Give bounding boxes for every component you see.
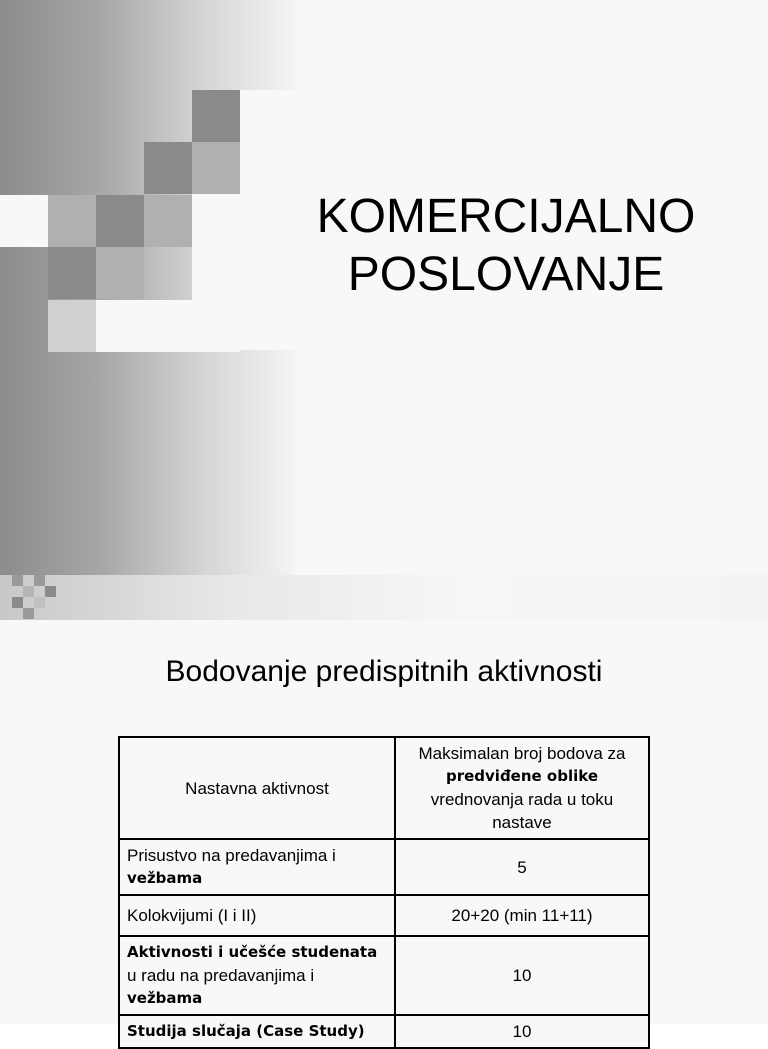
header-activity-label: Nastavna aktivnost <box>185 778 329 798</box>
points-cell: 5 <box>395 839 649 895</box>
activity-cell <box>119 936 395 1015</box>
decor-square <box>48 195 96 247</box>
header-cell-points <box>395 737 649 839</box>
table-row <box>119 1015 649 1048</box>
table-row <box>119 936 649 1015</box>
decor-square <box>48 247 96 299</box>
activity-line-bold: vežbama <box>127 869 203 887</box>
title-line-2: POSLOVANJE <box>347 248 665 301</box>
header-points-line-3: vrednovanja rada u toku nastave <box>430 790 614 832</box>
decor-square <box>192 142 240 194</box>
table-header-row <box>119 737 649 839</box>
activity-line-bold: Studija slučaja (Case Study) <box>127 1022 365 1040</box>
activity-cell <box>119 895 395 936</box>
decor-square <box>144 195 192 247</box>
decor-square <box>45 586 56 597</box>
decor-square <box>144 142 192 194</box>
header-points-line-1: Maksimalan broj bodova za <box>418 744 626 763</box>
content-slide <box>0 620 768 1041</box>
footer-strip <box>0 575 768 620</box>
decor-square <box>96 195 144 247</box>
decor-square <box>48 300 96 352</box>
points-cell: 10 <box>395 936 649 1015</box>
decor-square <box>12 575 23 586</box>
header-points-line-2: predviđene oblike <box>445 767 599 785</box>
decor-square <box>12 597 23 608</box>
decor-square <box>192 90 240 142</box>
band-gap <box>0 195 48 247</box>
points-cell: 20+20 (min 11+11) <box>395 895 649 936</box>
activity-line-bold: vežbama <box>127 989 203 1007</box>
decor-square <box>34 597 45 608</box>
activity-line-bold: Aktivnosti i učešće studenata <box>127 943 378 961</box>
band-gap <box>240 90 295 350</box>
activity-cell <box>119 839 395 895</box>
activity-line: Kolokvijumi (I i II) <box>127 906 257 925</box>
band-gap <box>96 300 192 352</box>
decor-square <box>96 247 144 299</box>
decor-square <box>23 608 34 619</box>
table-row <box>119 839 649 895</box>
activity-line: u radu na predavanjima i <box>127 966 315 985</box>
activity-line: Prisustvo na predavanjima i <box>127 846 336 865</box>
slide-heading: Bodovanje predispitnih aktivnosti <box>165 655 603 688</box>
scoring-table <box>118 736 650 1049</box>
slide-title <box>300 188 712 304</box>
decor-square <box>34 575 45 586</box>
activity-cell <box>119 1015 395 1048</box>
title-line-1: KOMERCIJALNO <box>316 190 696 243</box>
decor-square <box>23 586 34 597</box>
table-row <box>119 895 649 936</box>
points-cell: 10 <box>395 1015 649 1048</box>
header-cell-activity <box>119 737 395 839</box>
